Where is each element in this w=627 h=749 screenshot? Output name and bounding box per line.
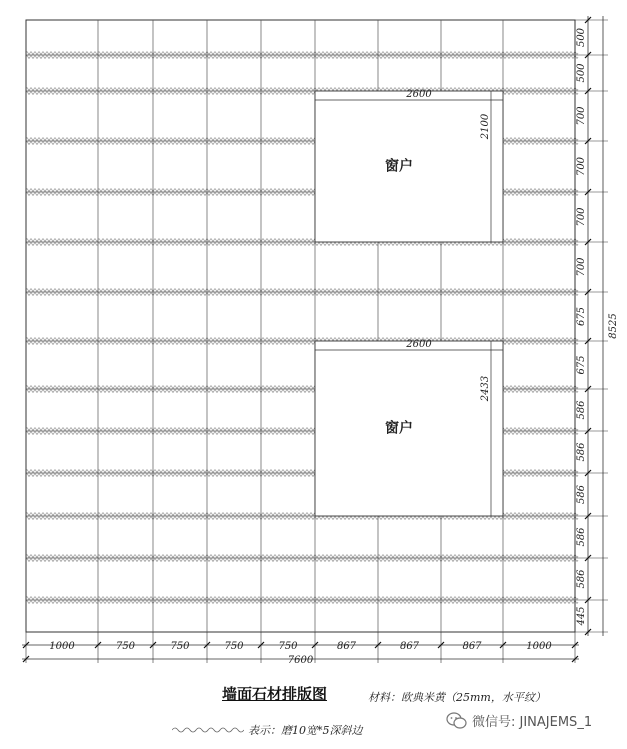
wechat-icon [446, 712, 468, 730]
vertical-dim-value: 586 [576, 484, 587, 505]
legend-text: 表示：磨10宽*5深斜边 [248, 724, 363, 737]
vertical-dimensions [575, 16, 619, 636]
window-label: 窗户 [385, 420, 413, 437]
bevel-line [26, 293, 578, 296]
vertical-dim-value: 586 [576, 442, 587, 462]
horizontal-dim-value: 1000 [526, 641, 552, 652]
bevel-symbol-icon [172, 726, 244, 734]
drawing-title: 墙面石材排版图 [222, 685, 328, 703]
bevel-line [26, 555, 578, 558]
vertical-dim-value: 586 [576, 400, 587, 420]
horizontal-dim-value: 750 [170, 641, 190, 652]
window-height-label: 2100 [480, 113, 491, 140]
vertical-dim-value: 500 [576, 63, 587, 83]
bevel-line [26, 243, 578, 246]
bevel-line [26, 88, 578, 91]
total-height-value: 8525 [608, 313, 619, 339]
watermark [446, 711, 592, 730]
horizontal-dim-value: 867 [336, 641, 357, 652]
horizontal-dim-value: 750 [115, 641, 136, 652]
window-width-label: 2600 [406, 339, 432, 350]
bevel-line [26, 517, 578, 520]
bevel-line [26, 559, 578, 562]
window-label: 窗户 [385, 158, 413, 175]
horizontal-dim-value: 867 [399, 641, 420, 652]
horizontal-dim-value: 750 [278, 641, 298, 652]
horizontal-dim-value: 1000 [49, 641, 75, 652]
vertical-dim-value: 500 [576, 27, 587, 48]
vertical-dim-value: 700 [576, 257, 587, 277]
bevel-line [26, 597, 578, 600]
legend [172, 722, 363, 738]
watermark-text: 微信号: JINAJEMS_1 [472, 715, 593, 730]
window-upper [315, 89, 503, 242]
vertical-dim-value: 586 [576, 527, 587, 547]
window-lower [315, 339, 503, 516]
horizontal-dim-value: 867 [462, 641, 482, 652]
vertical-dim-value: 700 [576, 156, 587, 177]
vertical-dim-value: 675 [576, 306, 587, 327]
material-note: 材料：欧典米黄（25mm，水平纹） [368, 691, 546, 704]
total-width-value: 7600 [287, 655, 314, 666]
window-height-label: 2433 [480, 375, 491, 402]
window-width-label: 2600 [406, 89, 432, 100]
vertical-dim-value: 445 [576, 606, 587, 626]
vertical-dim-value: 675 [576, 355, 587, 375]
horizontal-dimensions [22, 632, 579, 666]
windows [315, 89, 503, 516]
bevel-line [26, 338, 578, 341]
bevel-line [26, 601, 578, 604]
horizontal-dim-value: 750 [224, 641, 244, 652]
bevel-line [26, 56, 578, 59]
vertical-dim-value: 700 [576, 207, 587, 227]
bevel-line [26, 289, 578, 292]
bevel-line [26, 52, 578, 55]
vertical-dim-value: 586 [576, 569, 587, 589]
vertical-dim-value: 700 [576, 106, 587, 126]
